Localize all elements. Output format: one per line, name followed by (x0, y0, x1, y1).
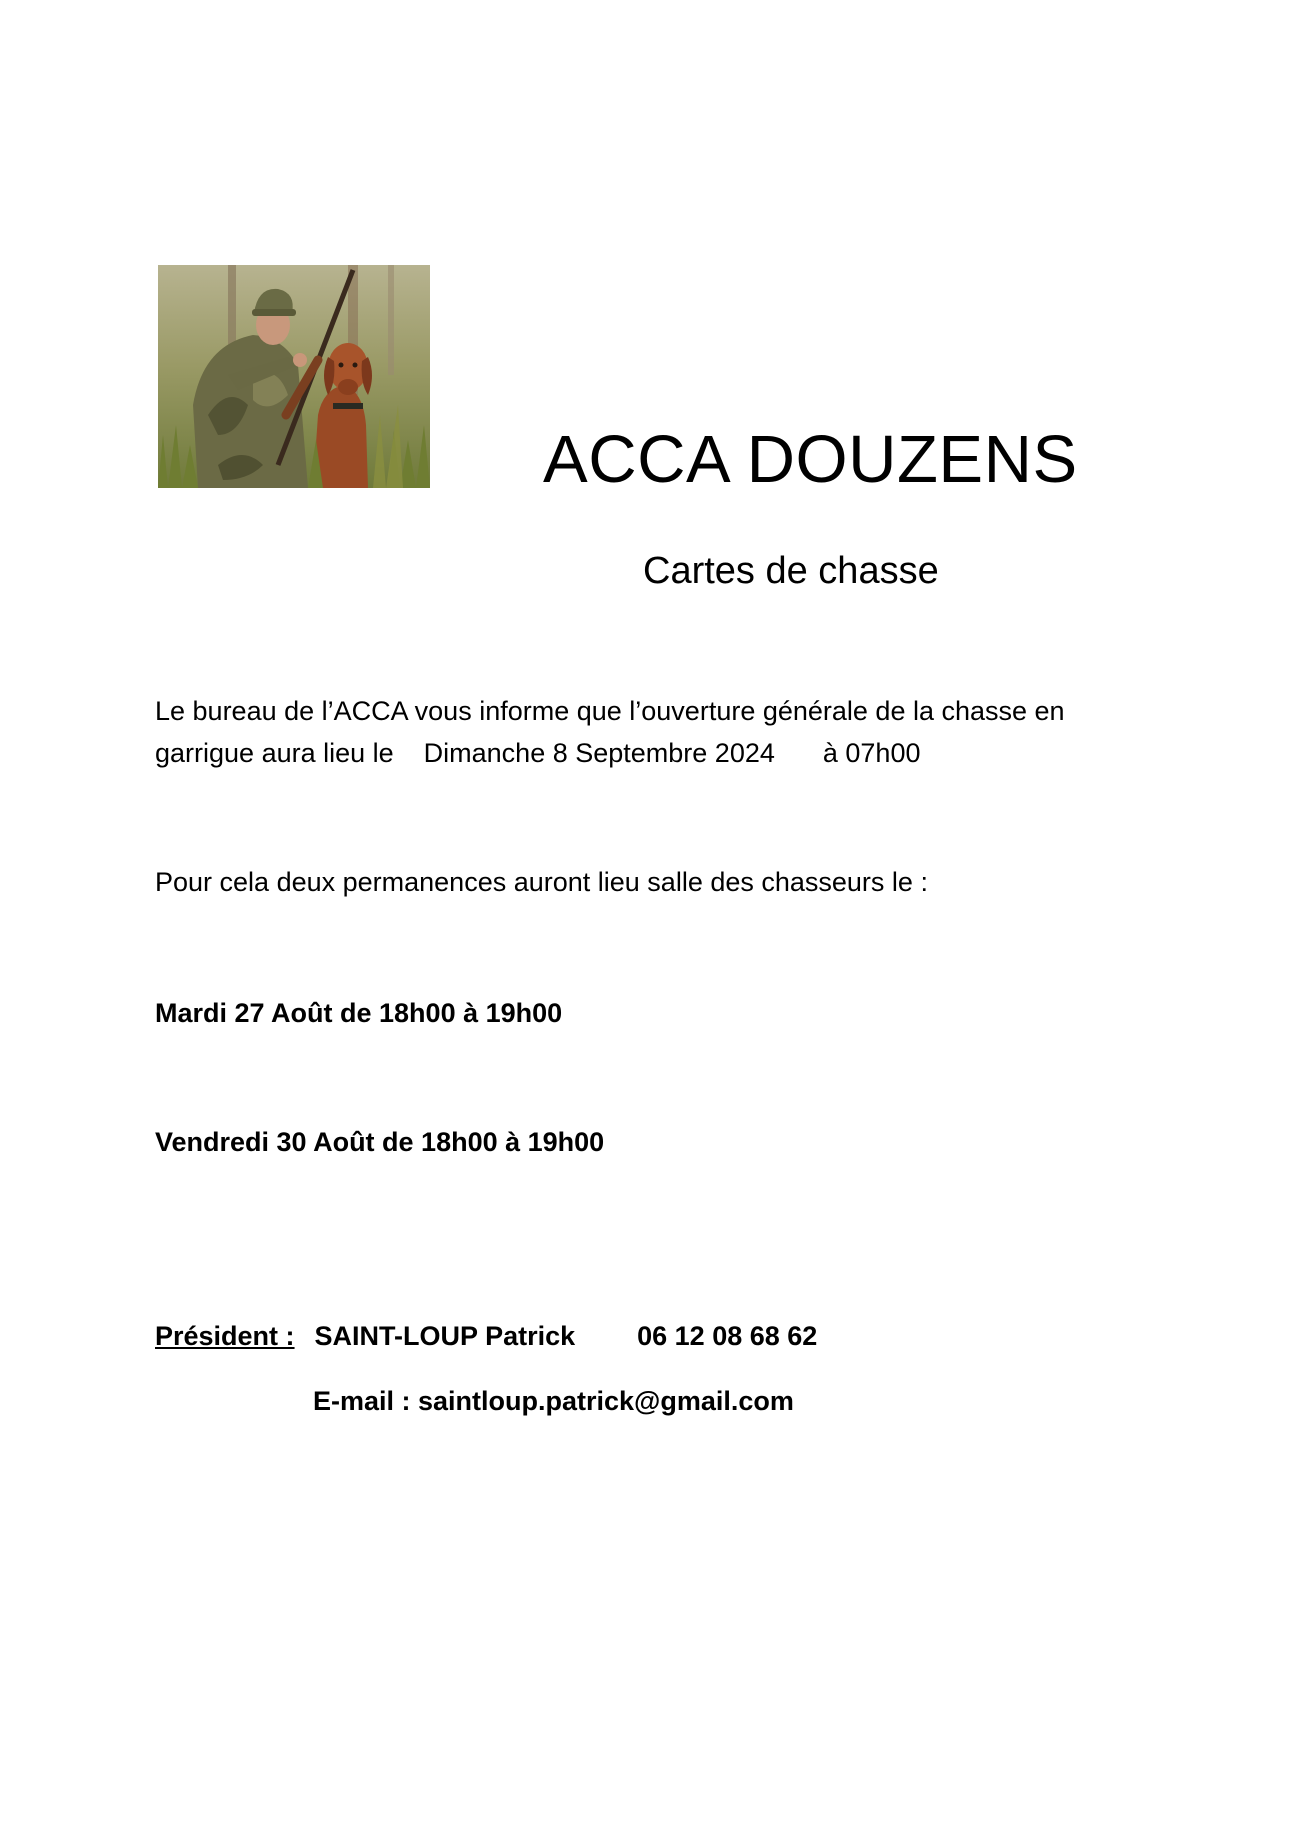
hunter-with-dog-photo (158, 265, 430, 488)
president-contact (155, 1316, 817, 1356)
opening-announcement (155, 690, 1065, 774)
announcement-line-2 (155, 732, 1065, 774)
announcement-location: garrigue aura lieu le (155, 738, 394, 768)
page-subtitle: Cartes de chasse (643, 550, 939, 592)
permanences-intro: Pour cela deux permanences auront lieu salle des chasseurs le : (155, 867, 928, 897)
president-phone: 06 12 08 68 62 (637, 1321, 818, 1351)
announcement-line-1: Le bureau de l’ACCA vous informe que l’ouverture générale de la chasse en (155, 696, 1065, 726)
opening-time: à 07h00 (822, 738, 921, 768)
hunter-with-dog-illustration (158, 265, 430, 488)
president-name: SAINT-LOUP Patrick (314, 1321, 576, 1351)
page-title: ACCA DOUZENS (543, 422, 1078, 497)
opening-date: Dimanche 8 Septembre 2024 (423, 738, 775, 768)
permanence-1: Mardi 27 Août de 18h00 à 19h00 (155, 998, 563, 1028)
president-email: E-mail : saintloup.patrick@gmail.com (313, 1386, 794, 1416)
president-label: Président : (155, 1321, 295, 1351)
permanence-2: Vendredi 30 Août de 18h00 à 19h00 (155, 1127, 605, 1157)
